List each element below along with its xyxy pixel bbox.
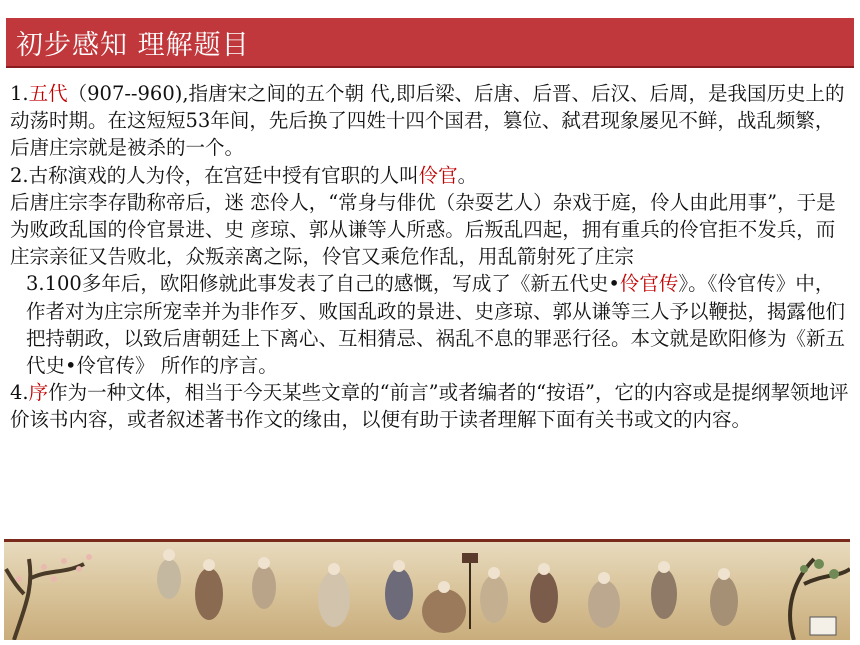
p2-text: 2.古称演戏的人为伶，在宫廷中授有官职的人叫 [10,163,419,187]
paragraph-3 [10,189,852,271]
paragraph-1 [10,80,852,162]
p1-text: （907--960),指唐宋之间的五个朝 代,即后梁、后唐、后晋、后汉、后周，是我国历史上的动荡时期。在这短短53年间，先后换了四姓十四个国君，篡位、弑君现象屡见不鲜，战乱频繁，后唐庄宗就是被杀的一个。 [10,82,845,160]
p4-highlight: 伶官传 [619,272,679,296]
p1-highlight: 五代 [28,82,68,105]
ancient-painting-court-scene-icon [4,539,850,640]
p2-highlight: 伶官 [418,163,458,187]
paragraph-2 [10,162,852,189]
p4-text: 3.100多年后，欧阳修就此事发表了自己的感慨，写成了《新五代史• [26,272,620,296]
p5-number: 4. [10,381,29,405]
slide-body [10,80,852,434]
slide-title: 初步感知 理解题目 [16,29,250,61]
paragraph-5 [10,379,852,433]
title-bar [6,18,854,68]
p3-text: 后唐庄宗李存勖称帝后，迷 恋伶人，“常身与俳优（杂耍艺人）杂戏于庭，伶人由此用事”，于是为败政乱国的伶官景进、史 彦琼、郭从谦等人所惑。后叛乱四起，拥有重兵的伶官拒不发兵，而庄宗亲征又告败北，众叛亲离之际，伶官又乘危作乱，用乱箭射死了庄宗 [10,190,836,269]
p5-text: 作为一种文体，相当于今天某些文章的“前言”或者编者的“按语”，它的内容或是提纲挈领地评价该书内容，或者叙述著书作文的缘由，以便有助于读者理解下面有关书或文的内容。 [10,381,849,432]
p2-end: 。 [457,163,478,187]
painting-image [4,539,850,640]
paragraph-4 [10,270,852,379]
top-strip [0,0,860,12]
p4-rest: 》。《伶官传》中，作者对为庄宗所宠幸并为非作歹、败国乱政的景进、史彦琼、郭从谦等三人予以鞭挞，揭露他们把持朝政，以致后唐朝廷上下离心、互相猜忌、祸乱不息的罪恶行径。本文就是欧阳修为《新五代史•伶官传》 所作的序言。 [26,272,846,378]
p1-number: 1. [10,82,29,105]
p5-highlight: 序 [28,381,49,405]
